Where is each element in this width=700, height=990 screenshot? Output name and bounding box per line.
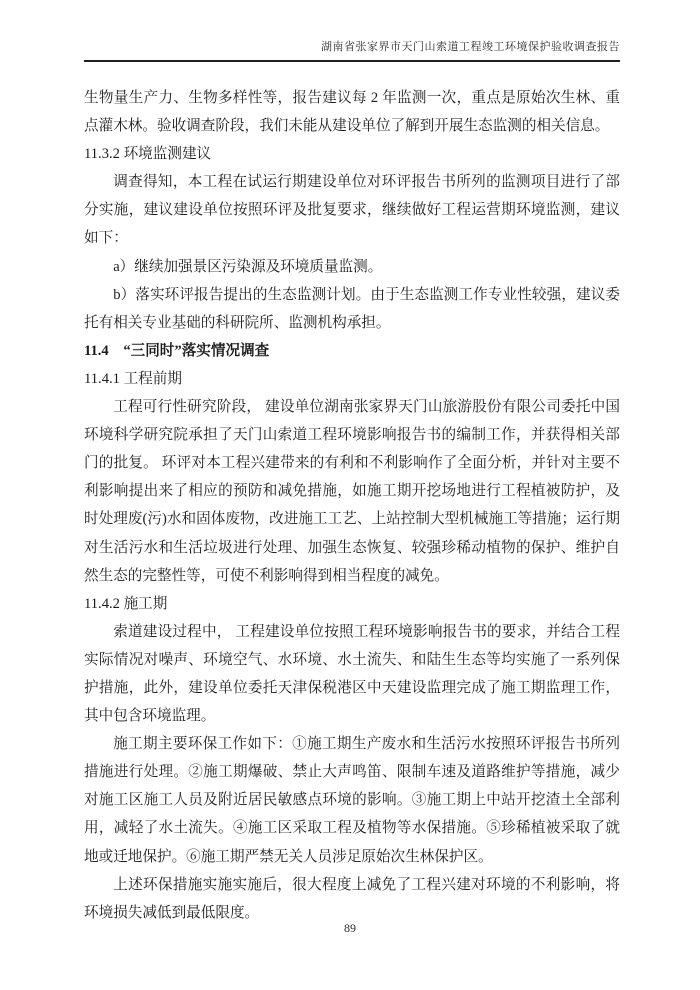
section-heading-11-3-2: 11.3.2 环境监测建议 [84, 146, 212, 163]
paragraph: 索道建设过程中， 工程建设单位按照工程环境影响报告书的要求，并结合工程实际情况对噪声、环境空气、水环境、水土流失、和陆生生态等均实施了一系列保护措施，此外，建设单位委托天津保税港区中天建设监理完成了施工期监理工作，其中包含环境监理。 [84, 623, 620, 725]
section-heading-11-4-2: 11.4.2 施工期 [84, 595, 168, 612]
paragraph: 施工期主要环保工作如下：①施工期生产废水和生活污水按照环评报告书所列措施进行处理。②施工期爆破、禁止大声鸣笛、限制车速及道路维护等措施，减少对施工区施工人员及附近居民敏感点环境的影响。③施工期上中站开挖渣土全部利用，减轻了水土流失。④施工区采取工程及植物等水保措施。⑤珍稀植被采取了就地或迁地保护。⑥施工期严禁无关人员涉足原始次生林保护区。 [84, 736, 620, 865]
document-body [84, 84, 620, 927]
list-item-a: a）继续加强景区污染源及环境质量监测。 [113, 258, 383, 275]
paragraph: 调查得知，本工程在试运行期建设单位对环评报告书所列的监测项目进行了部分实施，建议建设单位按照环评及批复要求，继续做好工程运营期环境监测，建议如下： [84, 174, 620, 247]
list-item-b: b）落实环评报告提出的生态监测计划。由于生态监测工作专业性较强，建议委托有相关专业基础的科研院所、监测机构承担。 [84, 286, 620, 331]
paragraph-continuation: 生物量生产力、生物多样性等，报告建议每 2 年监测一次，重点是原始次生林、重点灌木林。验收调查阶段，我们未能从建设单位了解到开展生态监测的相关信息。 [84, 90, 620, 135]
section-heading-11-4: 11.4 “三同时”落实情况调查 [84, 342, 270, 359]
page-number: 89 [344, 921, 356, 935]
paragraph: 上述环保措施实施实施后，很大程度上减免了工程兴建对环境的不利影响，将环境损失减低到最低限度。 [84, 876, 620, 921]
section-heading-11-4-1: 11.4.1 工程前期 [84, 370, 182, 387]
running-header: 湖南省张家界市天门山索道工程竣工环境保护验收调查报告 [84, 40, 620, 62]
paragraph: 工程可行性研究阶段， 建设单位湖南张家界天门山旅游股份有限公司委托中国环境科学研究院承担了天门山索道工程环境影响报告书的编制工作，并获得相关部门的批复。 环评对本工程兴建带来的有利和不利影响作了全面分析，并针对主要不利影响提出来了相应的预防和减免措施，如施工期开挖场地进行工程植被防护，及时处理废(污)水和固体废物，改进施工工艺、上站控制大型机械施工等措施；运行期对生活污水和生活垃圾进行处理、加强生态恢复、较强珍稀动植物的保护、维护自然生态的完整性等，可使不利影响得到相当程度的减免。 [84, 399, 620, 584]
